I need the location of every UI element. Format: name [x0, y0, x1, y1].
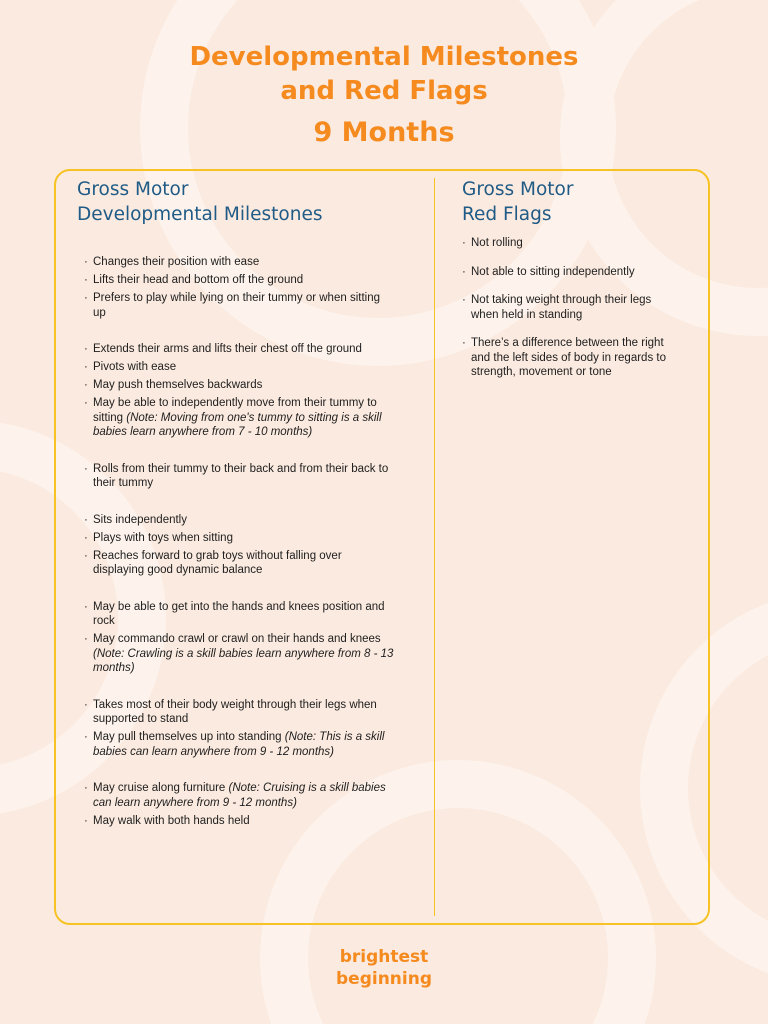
list-item: · May be able to get into the hands and knees position and rock	[84, 600, 394, 629]
list-item: · May pull themselves up into standing (Note: This is a skill babies can learn anywhere from 9 - 12 months)	[84, 730, 394, 759]
list-item: · Pivots with ease	[84, 360, 394, 375]
brand-logo	[0, 946, 768, 990]
title-line-2: and Red Flags	[280, 76, 488, 106]
list-item: · Plays with toys when sitting	[84, 531, 394, 546]
red-flags-heading-line-1: Gross Motor	[462, 179, 574, 200]
milestones-list	[84, 255, 394, 832]
list-item: · Reaches forward to grab toys without falling over displaying good dynamic balance	[84, 549, 394, 578]
list-item: · Not taking weight through their legs when held in standing	[462, 293, 672, 322]
list-item: · Prefers to play while lying on their tummy or when sitting up	[84, 291, 394, 320]
page-title	[0, 40, 768, 150]
milestones-heading-line-2: Developmental Milestones	[77, 204, 323, 225]
list-item: · Not able to sitting independently	[462, 265, 672, 280]
list-item: · Extends their arms and lifts their chest off the ground	[84, 342, 394, 357]
milestones-heading	[77, 177, 322, 227]
list-item: · May push themselves backwards	[84, 378, 394, 393]
red-flags-list	[462, 236, 672, 394]
list-item: · There’s a difference between the right and the left sides of body in regards to strength, movement or tone	[462, 336, 672, 380]
list-item: · Not rolling	[462, 236, 672, 251]
note-text: (Note: Cruising is a skill babies can learn anywhere from 9 - 12 months)	[93, 782, 386, 809]
note-text: (Note: Moving from one's tummy to sitting is a skill babies learn anywhere from 7 - 10 months)	[93, 411, 382, 438]
page-subtitle: 9 Months	[313, 117, 455, 148]
logo-line-2: beginning	[336, 969, 432, 989]
milestones-heading-line-1: Gross Motor	[77, 179, 189, 200]
note-text: (Note: Crawling is a skill babies learn anywhere from 8 - 13 months)	[93, 647, 394, 674]
logo-line-1: brightest	[339, 947, 429, 967]
column-divider	[434, 178, 435, 916]
red-flags-heading-line-2: Red Flags	[462, 204, 552, 225]
note-text: (Note: This is a skill babies can learn anywhere from 9 - 12 months)	[93, 731, 385, 758]
list-item: · Rolls from their tummy to their back and from their back to their tummy	[84, 462, 394, 491]
list-item: · May walk with both hands held	[84, 814, 394, 829]
list-item: · May commando crawl or crawl on their hands and knees (Note: Crawling is a skill babies learn anywhere from 8 - 13 months)	[84, 632, 394, 676]
list-item: · Sits independently	[84, 513, 394, 528]
list-item: · May be able to independently move from their tummy to sitting (Note: Moving from one's tummy to sitting is a skill babies learn anywhere from 7 - 10 months)	[84, 396, 394, 440]
list-item: · May cruise along furniture (Note: Cruising is a skill babies can learn anywhere from 9 - 12 months)	[84, 781, 394, 810]
red-flags-heading	[462, 177, 573, 227]
list-item: · Lifts their head and bottom off the ground	[84, 273, 394, 288]
list-item: · Takes most of their body weight through their legs when supported to stand	[84, 698, 394, 727]
list-item: · Changes their position with ease	[84, 255, 394, 270]
title-line-1: Developmental Milestones	[189, 42, 579, 72]
